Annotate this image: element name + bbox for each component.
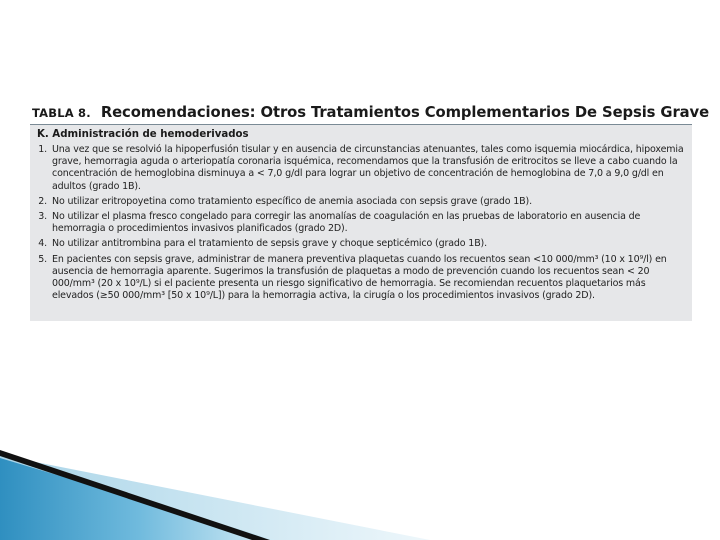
item-text: No utilizar eritropoyetina como tratamiento específico de anemia asociada con sepsis grave (grado 1B). bbox=[52, 195, 532, 207]
list-item bbox=[37, 238, 686, 250]
item-text: Una vez que se resolvió la hipoperfusión tisular y en ausencia de circunstancias atenuantes, tales como isquemia miocárdica, hipoxemia grave, hemorragia aguda o arteriopatía coronaria isquémica, recomendamos que la transfusión de eritrocitos se lleve a cabo cuando la concentración de hemoglobina disminuya a < 7,0 g/dl para lograr un objetivo de concentración de hemoglobina de 7,0 a 9,0 g/dl en adultos (grado 1B). bbox=[52, 144, 684, 192]
list-item bbox=[37, 254, 686, 303]
section-title: K. Administración de hemoderivados bbox=[37, 129, 249, 140]
item-number: 2. bbox=[38, 195, 47, 207]
recommendations-table bbox=[30, 104, 710, 321]
item-text: En pacientes con sepsis grave, administrar de manera preventiva plaquetas cuando los recuentos sean <10 000/mm³ (10 x 10⁹/l) en ausencia de hemorragia aparente. Sugerimos la transfusión de plaquetas a modo de prevención cuando los recuentos sean < 20 000/mm³ (20 x 10⁹/L) si el paciente presenta un riesgo significativo de hemorragia. Se recomiendan recuentos plaquetarios más elevados (≥50 000/mm³ [50 x 10⁹/L]) para la hemorragia activa, la cirugía o los procedimientos invasivos (grado 2D). bbox=[52, 253, 667, 302]
item-number: 5. bbox=[38, 253, 47, 265]
item-text: No utilizar antitrombina para el tratamiento de sepsis grave y choque septicémico (grado 1B). bbox=[52, 238, 487, 250]
table-heading: Recomendaciones: Otros Tratamientos Complementarios De Sepsis Grave bbox=[100, 104, 710, 121]
item-text: No utilizar el plasma fresco congelado para corregir las anomalías de coagulación en las pruebas de laboratorio en ausencia de hemorragia o procedimientos invasivos planificados (grado 2D). bbox=[52, 211, 641, 235]
item-number: 3. bbox=[38, 211, 47, 223]
item-number: 1. bbox=[38, 144, 47, 155]
item-number: 4. bbox=[38, 238, 47, 250]
list-item bbox=[37, 144, 686, 193]
list-item bbox=[37, 196, 686, 208]
list-item bbox=[37, 211, 686, 235]
table-body bbox=[30, 125, 692, 321]
recommendation-list bbox=[37, 144, 686, 302]
table-label: TABLA 8. bbox=[32, 106, 91, 120]
table-title-bar bbox=[30, 104, 710, 125]
decorative-swoosh bbox=[0, 450, 720, 540]
